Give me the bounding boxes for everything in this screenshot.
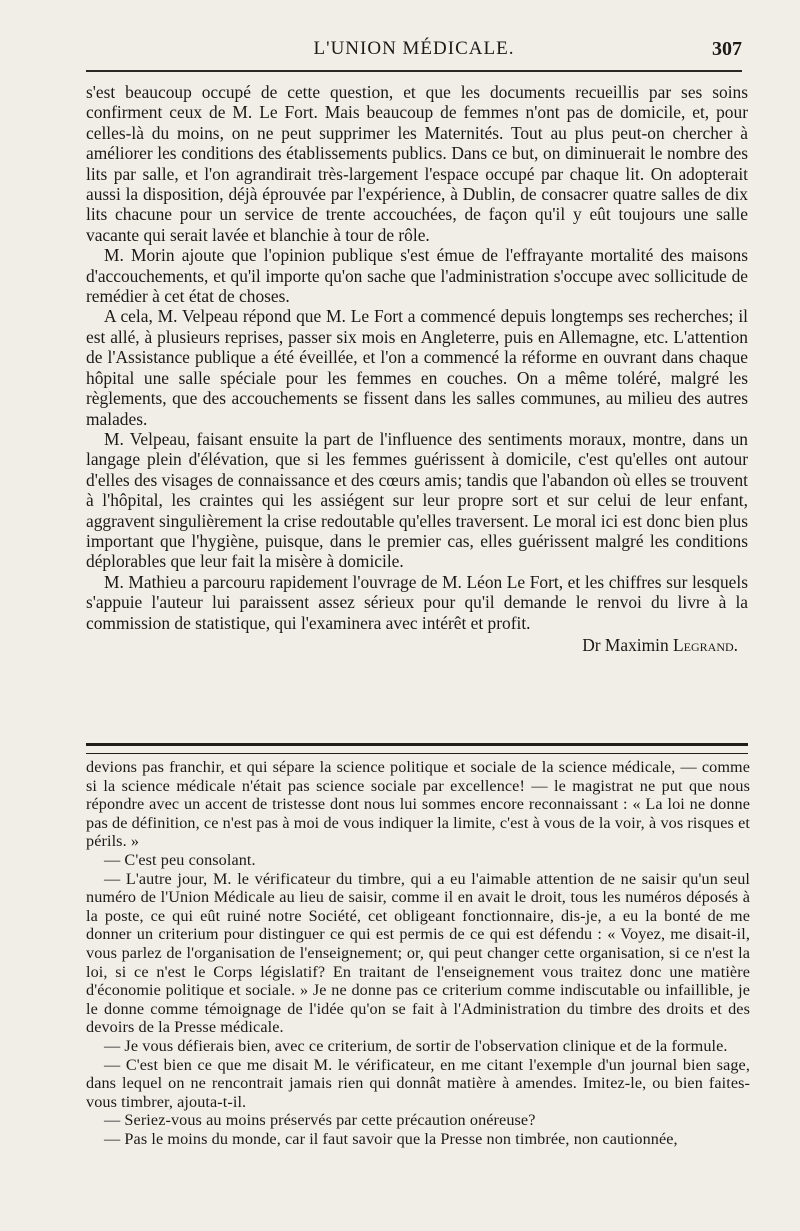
feuilleton-paragraph: — Seriez-vous au moins préservés par cette précaution onéreuse? bbox=[104, 1111, 536, 1130]
running-title: L'UNION MÉDICALE. bbox=[313, 38, 515, 59]
article-paragraph: M. Mathieu a parcouru rapidement l'ouvrage de M. Léon Le Fort, et les chiffres sur lesquels s'appuie l'auteur lui paraissent assez sérieux pour qu'il demande le renvoi du livre à la commission de statistique, qui l'examinera avec intérêt et profit. bbox=[86, 571, 748, 633]
feuilleton-divider bbox=[86, 743, 748, 754]
feuilleton-paragraph: — Pas le moins du monde, car il faut savoir que la Presse non timbrée, non cautionnée, bbox=[104, 1129, 678, 1148]
author-signature bbox=[86, 635, 748, 655]
header-rule bbox=[86, 70, 742, 72]
article-paragraph: s'est beaucoup occupé de cette question, et que les documents recueillis par ses soins confirment ceux de M. Le Fort. Mais beaucoup de femmes n'ont pas de domicile, et, pour celles-là du moins, on ne peut supprimer les Maternités. Tout au plus peut-on chercher à améliorer les conditions des établissements publics. Dans ce but, on diminuerait le nombre des lits par salle, et l'on agrandirait très-largement l'espace occupé par chaque lit. On adopterait aussi la disposition, déjà éprouvée par l'expérience, à Dublin, de consacrer quatre salles de dix lits chacune pour un service de trente accouchées, de façon qu'il y eût toujours une salle vacante qui serait lavée et blanchie à tour de rôle. bbox=[86, 82, 748, 245]
page-header bbox=[86, 34, 742, 64]
page-number: 307 bbox=[712, 38, 742, 60]
signature-name: Legrand. bbox=[673, 634, 738, 655]
article-paragraph: A cela, M. Velpeau répond que M. Le Fort a commencé depuis longtemps ses recherches; il est allé, à plusieurs reprises, passer six mois en Angleterre, puis en Allemagne, etc. L'attention de l'Assistance publique a été éveillée, et l'on a commencé la réforme en ouvrant dans chaque hôpital une salle spéciale pour les femmes en couches. On a même toléré, malgré les règlements, que des accouchements se fissent dans les salles communes, au milieu des autres malades. bbox=[86, 306, 748, 429]
feuilleton-paragraph: — L'autre jour, M. le vérificateur du timbre, qui a eu l'aimable attention de ne saisir qu'un seul numéro de l'Union Médicale au lieu de saisir, comme il en avait le droit, tous les numéros déposés à la poste, ce qui eût ruiné notre Société, cet obligeant fonctionnaire, dis-je, a eu la bonté de me donner un criterium pour distinguer ce qui est permis de ce qui est défendu : « Voyez, me disait-il, vous parlez de l'organisation de l'enseignement; or, qui peut changer cette organisation, si ce n'est la loi, si ce n'est le Corps législatif? En traitant de l'enseignement vous traitez donc une matière d'économie politique et sociale. » Je ne donne pas ce criterium comme indiscutable ou infaillible, je le donne comme témoignage de l'idée qu'on se fait à l'Administration du timbre des droits et des devoirs de la Presse médicale. bbox=[86, 869, 750, 1037]
feuilleton-paragraph: — Je vous défierais bien, avec ce criterium, de sortir de l'observation clinique et de la formule. bbox=[104, 1036, 728, 1055]
feuilleton-body bbox=[86, 758, 750, 1148]
feuilleton-paragraph: — C'est peu consolant. bbox=[104, 850, 256, 869]
article-paragraph: M. Morin ajoute que l'opinion publique s'est émue de l'effrayante mortalité des maisons d'accouchements, et qu'il importe qu'on sache que l'administration s'occupe avec sollicitude de remédier à cet état de choses. bbox=[86, 245, 748, 307]
feuilleton-paragraph: devions pas franchir, et qui sépare la science politique et sociale de la science médicale, — comme si la science médicale n'était pas science sociale par excellence! — le magistrat ne put que nous répondre avec un accent de tristesse dont nous lui sommes encore reconnaissant : « La loi ne donne pas de définition, ce n'est pas à moi de vous indiquer la limite, c'est à vous de la voir, à vos risques et périls. » bbox=[86, 758, 750, 851]
article-paragraph: M. Velpeau, faisant ensuite la part de l'influence des sentiments moraux, montre, dans un langage plein d'élévation, que si les femmes guérissent à domicile, c'est qu'elles ont autour d'elles des visages de connaissance et des cœurs amis; tandis que l'abandon où elles se trouvent à l'hôpital, les craintes qui les assiégent sur leur propre sort et sur celui de leur enfant, aggravent singulièrement la crise redoutable qu'elles traversent. Le moral ici est donc bien plus important que l'hygiène, puisque, dans le premier cas, elles guérissent malgré les conditions déplorables que leur fait la misère à domicile. bbox=[86, 428, 748, 572]
article-body bbox=[86, 82, 748, 655]
signature-prefix: Dr Maximin bbox=[582, 634, 674, 655]
feuilleton-paragraph: — C'est bien ce que me disait M. le vérificateur, en me citant l'exemple d'un journal bien sage, dans lequel on ne rencontrait jamais rien qui donnât matière à amendes. Imitez-le, ou bien faites-vous timbrer, ajouta-t-il. bbox=[86, 1055, 750, 1111]
